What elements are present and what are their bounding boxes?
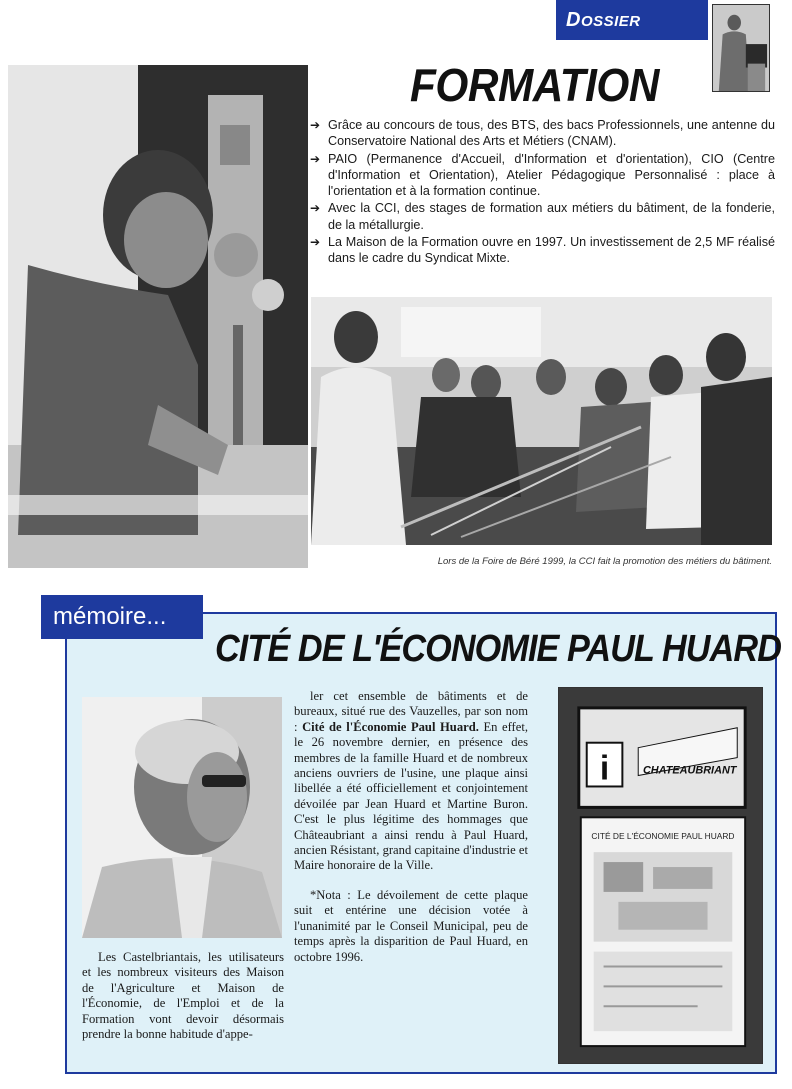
cite-economie-title: CITÉ DE L'ÉCONOMIE PAUL HUARD	[215, 628, 781, 670]
section-badge-rest: OSSIER	[580, 13, 641, 30]
arrow-right-icon: ➔	[310, 118, 321, 132]
memoire-paragraph	[294, 689, 528, 874]
arrow-right-icon: ➔	[310, 201, 321, 216]
header-thumbnail-photo	[712, 4, 770, 92]
memoire-text-column-middle	[294, 689, 528, 965]
foire-de-bere-photo	[311, 297, 772, 545]
section-badge-dossier	[556, 0, 708, 40]
arrow-right-icon: ➔	[310, 235, 321, 250]
arrow-right-icon: ➔	[310, 151, 321, 166]
formation-bullet-text: Avec la CCI, des stages de formation aux métiers du bâtiment, de la fonderie, de la métallurgie.	[328, 201, 775, 232]
memoire-text-rest: En effet, le 26 novembre dernier, en présence des membres de la famille Huard et de nombreux anciens ouvriers de l'usine, une plaque ainsi libellée a été officiellement et conjointement dévoilée par Jean Huard et Martine Buron. C'est le plus légitime des hommages que Châteaubriant a ainsi rendu à Paul Huard, ancien Résistant, grand capitaine d'industrie et Maire honoraire de la Ville.	[294, 719, 528, 873]
formation-bullet	[310, 234, 775, 267]
memoire-nota-paragraph: *Nota : Le dévoilement de cette plaque suit et entérine une décision votée à l'unanimité par le Conseil Municipal, peu de temps après la disparition de Paul Huard, en octobre 1996.	[294, 887, 528, 964]
memoire-text-start: ler cet ensemble de bâtiments et de bureaux, situé rue des Vauzelles, par son nom :	[294, 689, 528, 734]
section-badge-initial: D	[566, 9, 581, 31]
sign-city-name: CHATEAUBRIANT	[642, 764, 737, 777]
formation-bullet-text: La Maison de la Formation ouvre en 1997. Un investissement de 2,5 MF réalisé dans le cadre du Syndicat Mixte.	[328, 235, 775, 266]
info-sign-letter: i	[599, 749, 610, 788]
formation-bullet	[310, 200, 775, 233]
memoire-text-bold-name: Cité de l'Économie Paul Huard.	[302, 719, 479, 734]
foire-photo-caption: Lors de la Foire de Béré 1999, la CCI fait la promotion des métiers du bâtiment.	[437, 556, 772, 567]
chateaubriant-sign-photo	[558, 687, 763, 1064]
formation-bullet	[310, 117, 775, 150]
formation-bullet-text: PAIO (Permanence d'Accueil, d'Information et d'orientation), CIO (Centre d'Information et Orientation), Atelier Pédagogique Personnalisé : place à l'orientation et à la formation continue.	[328, 151, 775, 199]
sign-plaque-text: CITÉ DE L'ÉCONOMIE PAUL HUARD	[591, 831, 735, 842]
formation-bullet-list	[310, 117, 775, 268]
section-badge-memoire: mémoire...	[41, 595, 203, 639]
memoire-text-column-left: Les Castelbriantais, les utilisateurs et les nombreux visiteurs des Maison de l'Agriculture et Maison de l'Économie, de l'Emploi et de la Formation vont devoir désormais prendre la bonne habitude d'appe-	[82, 950, 284, 1042]
formation-bullet	[310, 151, 775, 200]
workshop-student-photo	[8, 65, 308, 568]
paul-huard-portrait-photo	[82, 697, 282, 938]
formation-title: FORMATION	[410, 59, 659, 111]
formation-bullet-text: Grâce au concours de tous, des BTS, des bacs Professionnels, une antenne du Conservatoire National des Arts et Métiers (CNAM).	[328, 118, 775, 149]
